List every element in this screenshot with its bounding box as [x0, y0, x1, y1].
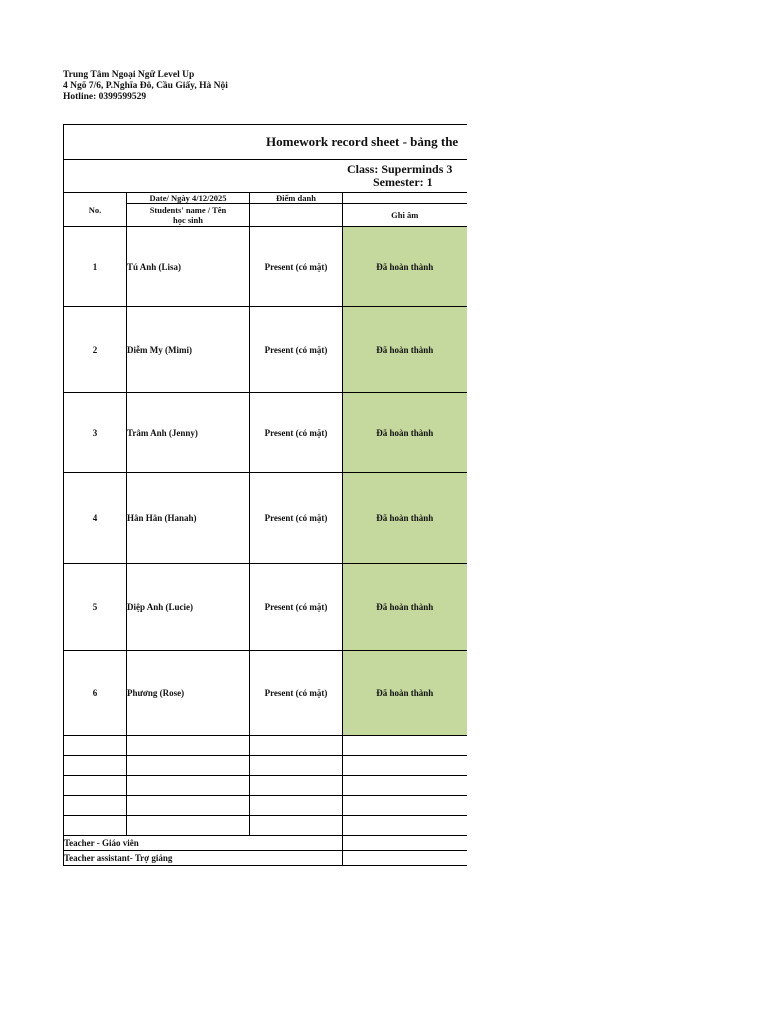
- student-name: Diễm My (Mimi): [127, 307, 250, 393]
- signature-row: [64, 851, 467, 866]
- student-attendance: Present (có mặt): [250, 564, 343, 651]
- student-name: Hân Hân (Hanah): [127, 473, 250, 564]
- student-attendance: Present (có mặt): [250, 651, 343, 736]
- org-name: Trung Tâm Ngoại Ngữ Level Up: [63, 70, 195, 80]
- student-no: 3: [64, 393, 127, 473]
- student-row: [64, 651, 467, 736]
- student-no: 6: [64, 651, 127, 736]
- empty-cell: [250, 736, 343, 756]
- signature-cell: [343, 836, 467, 851]
- student-row: [64, 227, 467, 307]
- class-name: Class: Superminds 3: [347, 162, 453, 176]
- org-header: [63, 70, 228, 103]
- empty-cell: [343, 776, 467, 796]
- date-label: Date/ Ngày 4/12/2025: [127, 193, 250, 204]
- attendance-label: Điểm danh: [250, 193, 343, 204]
- student-attendance: Present (có mặt): [250, 307, 343, 393]
- homework-record-sheet: [63, 124, 466, 866]
- signature-row: [64, 836, 467, 851]
- semester: Semester: 1: [373, 175, 433, 189]
- student-no: 1: [64, 227, 127, 307]
- record-table: [63, 124, 467, 866]
- student-recording-status: Đã hoàn thành: [343, 564, 467, 651]
- student-no: 5: [64, 564, 127, 651]
- signature-cell: [343, 851, 467, 866]
- student-attendance: Present (có mặt): [250, 393, 343, 473]
- org-address: 4 Ngõ 7/6, P.Nghĩa Đô, Cầu Giấy, Hà Nội: [63, 81, 228, 91]
- empty-cell: [127, 756, 250, 776]
- assistant-label: Teacher assistant- Trợ giảng: [64, 851, 343, 866]
- empty-cell: [343, 816, 467, 836]
- teacher-label: Teacher - Giáo viên: [64, 836, 343, 851]
- empty-row: [64, 776, 467, 796]
- student-row: [64, 307, 467, 393]
- col-header-name: Students' name / Tên học sinh: [127, 204, 250, 227]
- empty-cell: [64, 816, 127, 836]
- empty-row: [64, 756, 467, 776]
- empty-cell: [250, 776, 343, 796]
- empty-cell: [127, 796, 250, 816]
- student-no: 4: [64, 473, 127, 564]
- student-recording-status: Đã hoàn thành: [343, 473, 467, 564]
- class-info: [64, 160, 467, 193]
- empty-cell: [127, 816, 250, 836]
- student-row: [64, 564, 467, 651]
- student-recording-status: Đã hoàn thành: [343, 393, 467, 473]
- student-recording-status: Đã hoàn thành: [343, 651, 467, 736]
- empty-cell: [343, 736, 467, 756]
- empty-cell: [64, 736, 127, 756]
- empty-cell: [250, 756, 343, 776]
- empty-cell: [64, 776, 127, 796]
- student-attendance: Present (có mặt): [250, 227, 343, 307]
- student-name: Trâm Anh (Jenny): [127, 393, 250, 473]
- empty-row: [64, 796, 467, 816]
- date-row-blank: [343, 193, 467, 204]
- col-header-no: No.: [64, 193, 127, 227]
- student-attendance: Present (có mặt): [250, 473, 343, 564]
- empty-cell: [64, 796, 127, 816]
- col-header-attendance-blank: [250, 204, 343, 227]
- student-recording-status: Đã hoàn thành: [343, 227, 467, 307]
- student-name: Diệp Anh (Lucie): [127, 564, 250, 651]
- empty-row: [64, 816, 467, 836]
- empty-cell: [64, 756, 127, 776]
- empty-cell: [343, 756, 467, 776]
- student-name: Tú Anh (Lisa): [127, 227, 250, 307]
- org-hotline: Hotline: 0399599529: [63, 92, 147, 102]
- col-header-recording: Ghi âm: [343, 204, 467, 227]
- empty-cell: [127, 776, 250, 796]
- student-name: Phương (Rose): [127, 651, 250, 736]
- student-row: [64, 393, 467, 473]
- student-no: 2: [64, 307, 127, 393]
- empty-cell: [343, 796, 467, 816]
- empty-cell: [127, 736, 250, 756]
- student-recording-status: Đã hoàn thành: [343, 307, 467, 393]
- empty-row: [64, 736, 467, 756]
- empty-cell: [250, 796, 343, 816]
- empty-cell: [250, 816, 343, 836]
- student-row: [64, 473, 467, 564]
- sheet-title: Homework record sheet - bảng the: [64, 125, 467, 160]
